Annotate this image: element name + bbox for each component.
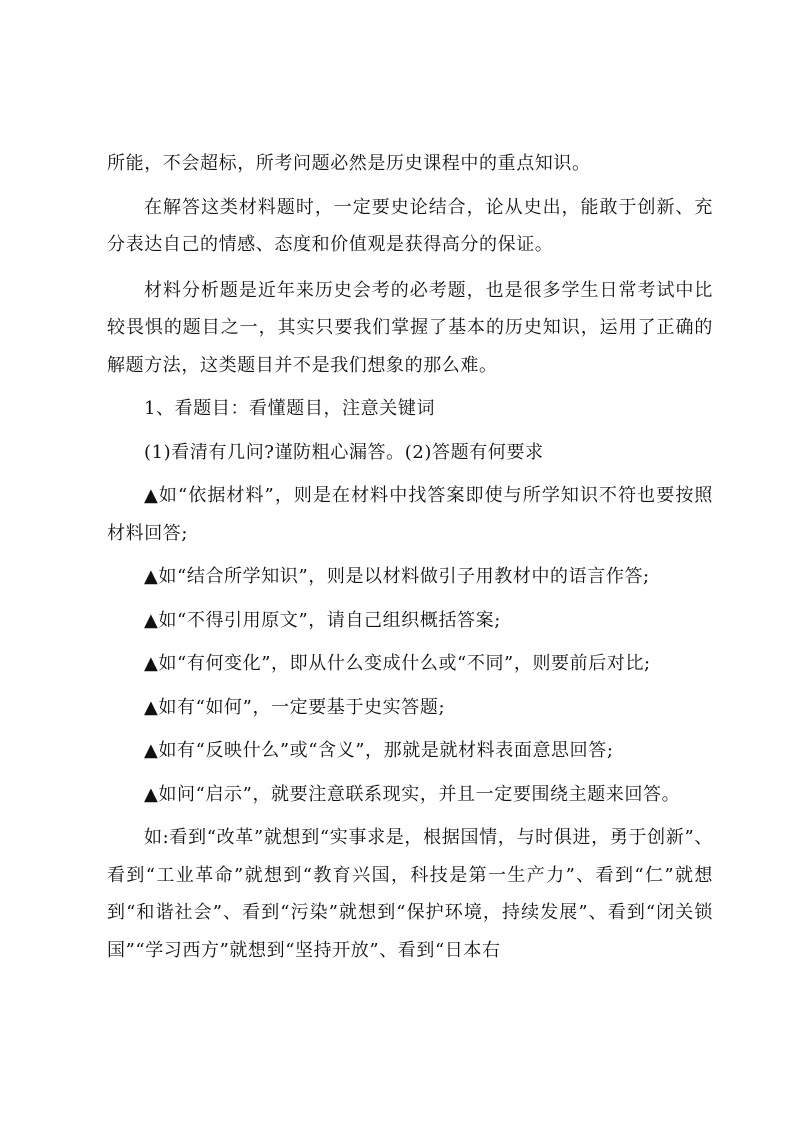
paragraph-answer-approach: 在解答这类材料题时，一定要史论结合，论从史出，能敢于创新、充分表达自己的情感、态度和价值观是获得高分的保证。 xyxy=(107,196,713,255)
bullet-what-changed: ▲如“有何变化”，即从什么变成什么或“不同”，则要前后对比; xyxy=(144,653,651,674)
bullet-no-quote: ▲如“不得引用原文”，请自己组织概括答案; xyxy=(144,609,501,631)
document-body xyxy=(107,145,713,969)
section-heading-read-question: 1、看题目：看懂题目，注意关键词 xyxy=(144,398,436,419)
bullet-based-on-material: ▲如“依据材料”，则是在材料中找答案即使与所学知识不符也要按照材料回答; xyxy=(107,485,713,544)
paragraph-question-count: (1)看清有几问?谨防粗心漏答。(2)答题有何要求 xyxy=(144,441,544,463)
bullet-combine-knowledge: ▲如“结合所学知识”，则是以材料做引子用教材中的语言作答; xyxy=(144,566,650,587)
bullet-inspiration: ▲如问“启示”，就要注意联系现实，并且一定要围绕主题来回答。 xyxy=(144,783,681,805)
paragraph-examples: 如:看到“改革”就想到“实事求是，根据国情，与时俱进，勇于创新”、看到“工业革命”就想到“教育兴国，科技是第一生产力”、看到“仁”就想到“和谐社会”、看到“污染”就想到“保护环境，持续发展”、看到“闭关锁国”“学习西方”就想到“坚持开放”、看到“日本右 xyxy=(107,827,713,961)
bullet-how: ▲如有“如何”，一定要基于史实答题; xyxy=(144,696,446,718)
paragraph-intro-material-analysis: 材料分析题是近年来历史会考的必考题，也是很多学生日常考试中比较畏惧的题目之一，其实只要我们掌握了基本的历史知识，运用了正确的解题方法，这类题目并不是我们想象的那么难。 xyxy=(107,279,713,376)
paragraph-continuation: 所能，不会超标，所考问题必然是历史课程中的重点知识。 xyxy=(107,153,591,174)
bullet-reflect-meaning: ▲如有“反映什么”或“含义”，那就是就材料表面意思回答; xyxy=(144,740,614,761)
